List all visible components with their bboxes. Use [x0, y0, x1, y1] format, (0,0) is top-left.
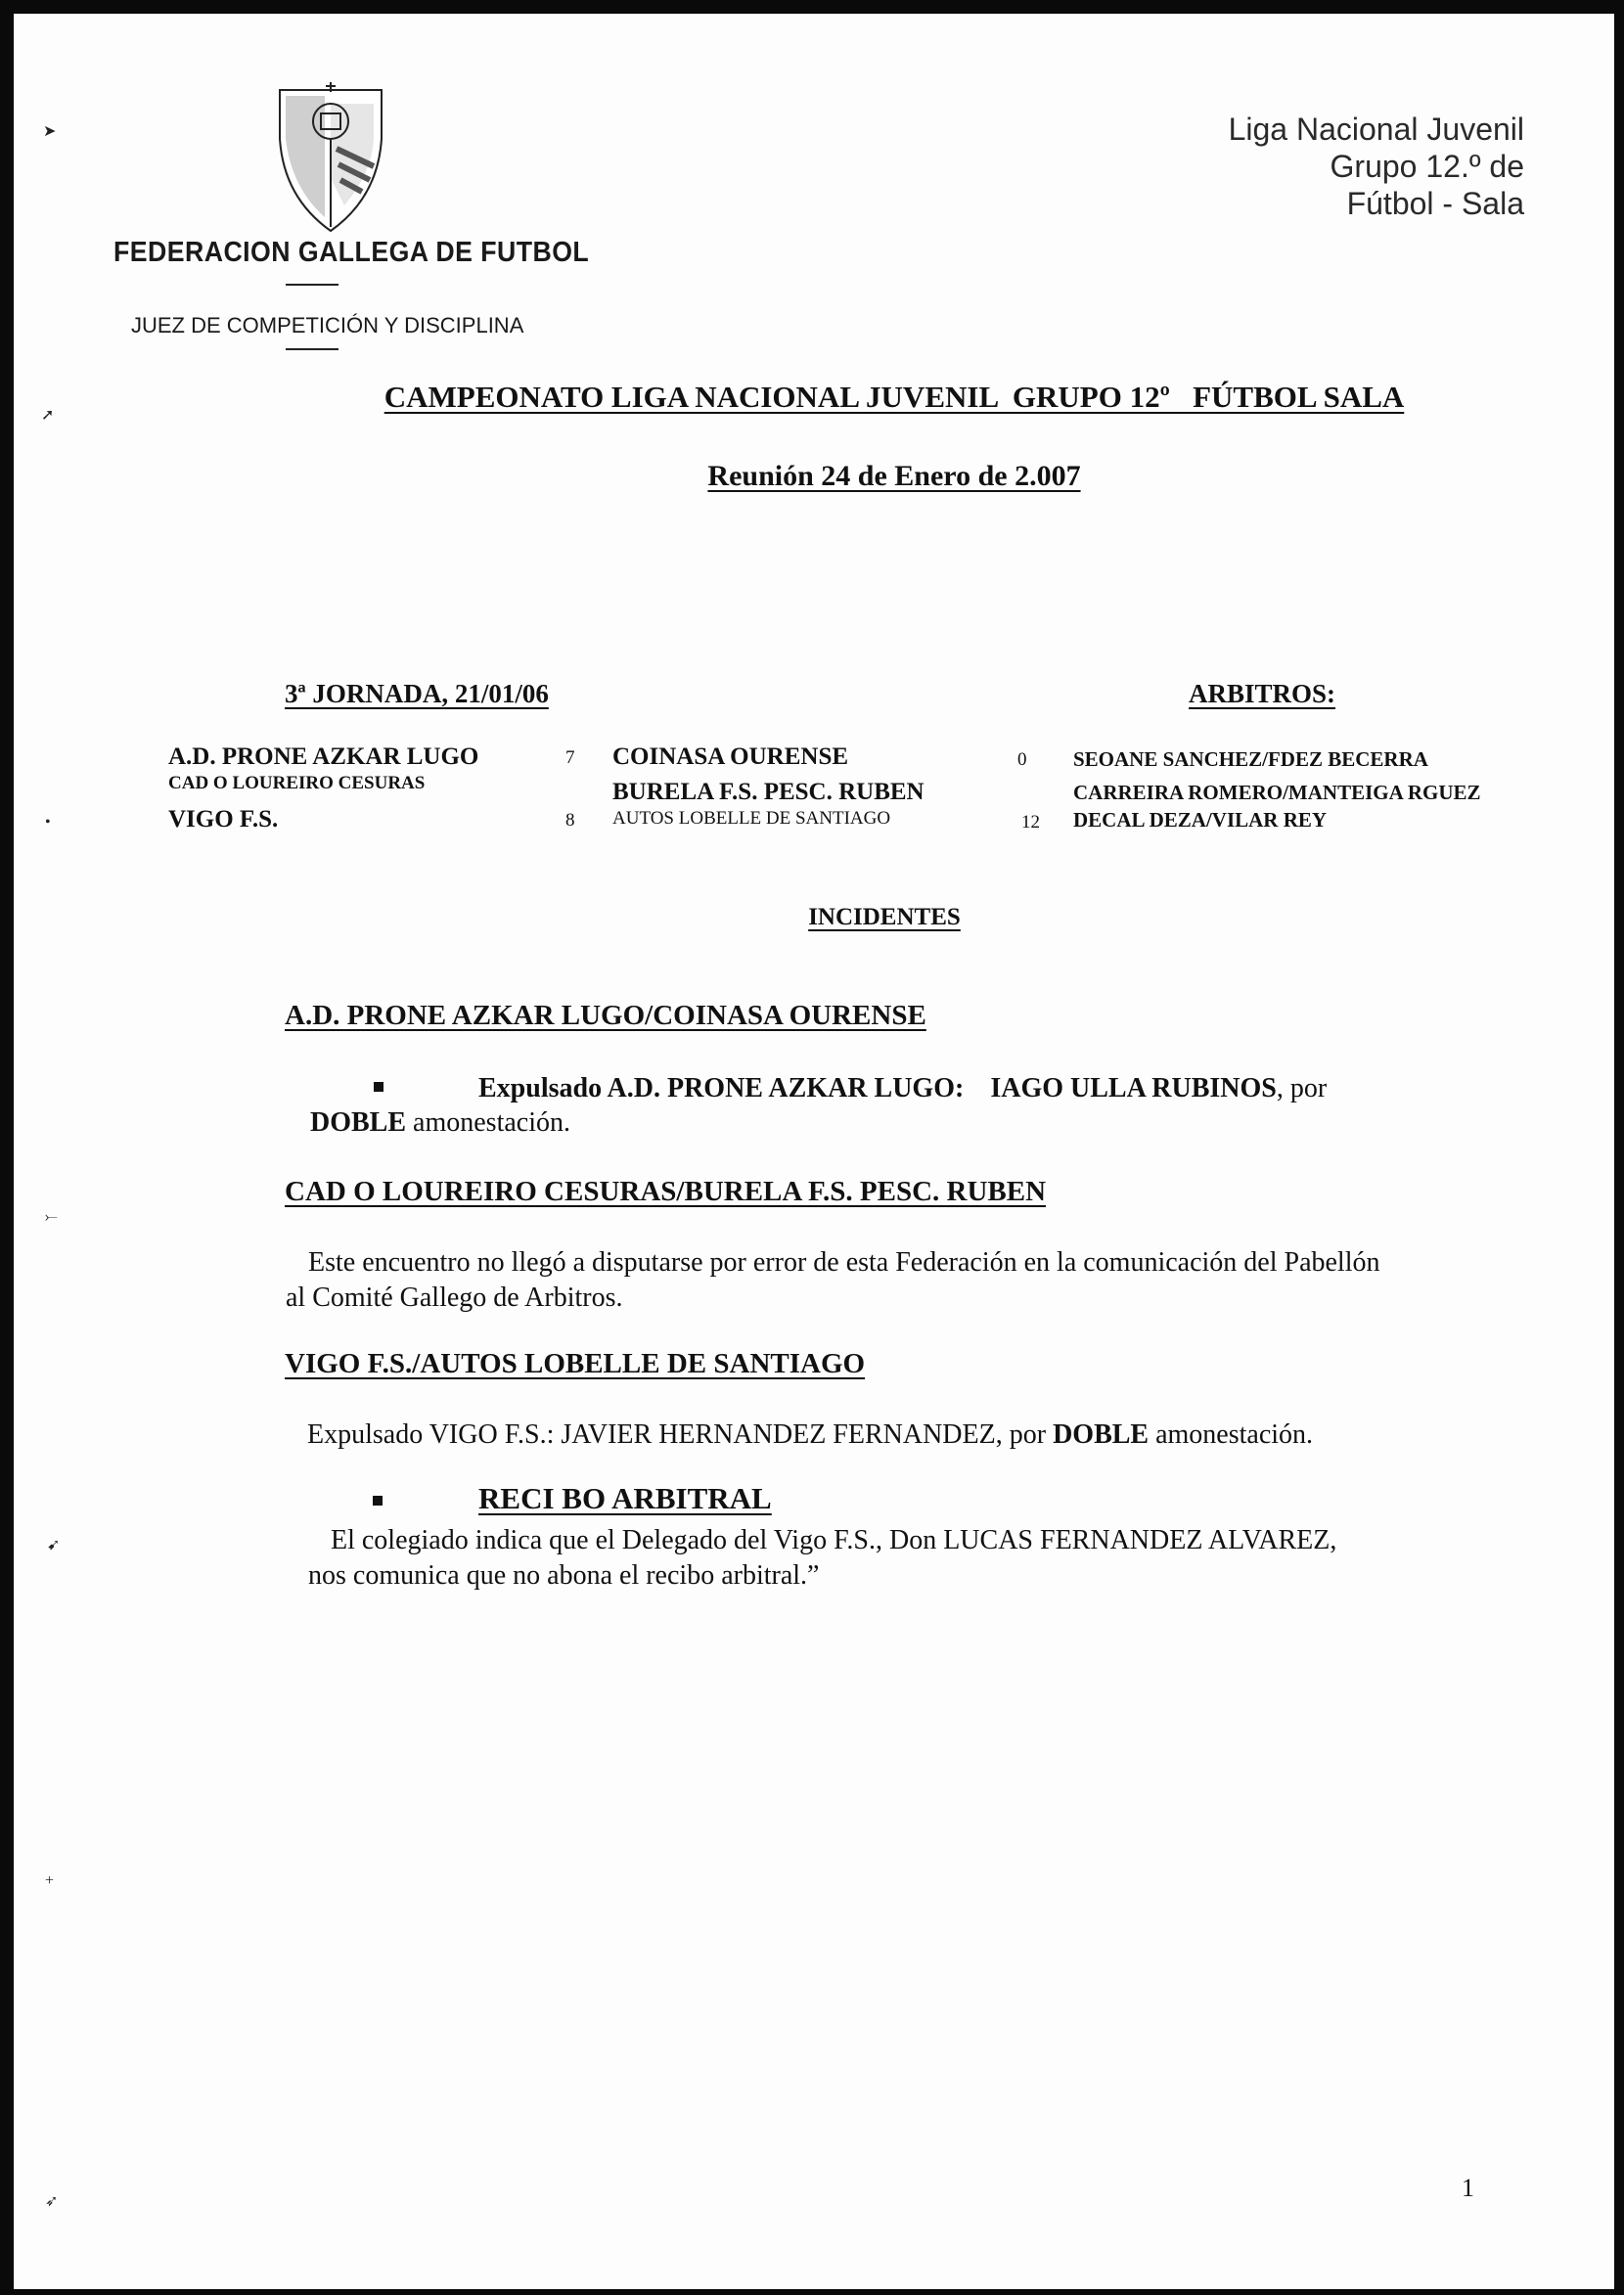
- scan-speck: +: [45, 1872, 55, 1889]
- incident-text: Este encuentro no llegó a disputarse por error de esta Federación en la comunicación del Pabellón: [308, 1247, 1380, 1278]
- incident-text: [307, 1417, 1313, 1453]
- meeting-date: [14, 460, 1614, 493]
- incident-text: [310, 1104, 570, 1141]
- corner-line: Fútbol - Sala: [1346, 186, 1524, 221]
- bullet-icon: [374, 1082, 383, 1092]
- incident-heading: VIGO F.S./AUTOS LOBELLE DE SANTIAGO: [285, 1348, 866, 1379]
- away-score: 12: [1021, 812, 1040, 832]
- scan-speck: ➹: [47, 1537, 61, 1553]
- incident-bold: DOBLE: [310, 1107, 407, 1138]
- incident-bold: DOBLE: [1053, 1419, 1150, 1450]
- page-number: 1: [1462, 2174, 1474, 2202]
- corner-line: Grupo 12.º de: [1330, 149, 1524, 184]
- corner-line: Liga Nacional Juvenil: [1228, 112, 1524, 147]
- incident-text-start: Expulsado VIGO F.S.: JAVIER HERNANDEZ FERNANDEZ, por: [307, 1419, 1054, 1450]
- meeting-date-text: Reunión 24 de Enero de 2.007: [707, 460, 1081, 492]
- away-team: BURELA F.S. PESC. RUBEN: [612, 779, 925, 805]
- referees: DECAL DEZA/VILAR REY: [1073, 808, 1328, 832]
- home-team: VIGO F.S.: [168, 806, 279, 832]
- incident-heading: A.D. PRONE AZKAR LUGO/COINASA OURENSE: [285, 1000, 926, 1031]
- incident-text: [478, 1070, 1496, 1106]
- expelled-player: IAGO ULLA RUBINOS: [990, 1073, 1277, 1103]
- home-team: A.D. PRONE AZKAR LUGO: [168, 743, 479, 770]
- scan-speck: ➚: [41, 407, 55, 424]
- referees: SEOANE SANCHEZ/FDEZ BECERRA: [1073, 747, 1428, 771]
- incidents-heading-text: INCIDENTES: [808, 904, 961, 930]
- document-page: [14, 14, 1614, 2289]
- bullet-icon: [373, 1496, 383, 1506]
- home-score: 8: [565, 810, 575, 831]
- home-score: 7: [565, 747, 575, 768]
- incident-text: al Comité Gallego de Arbitros.: [286, 1282, 623, 1313]
- away-score: 0: [1017, 749, 1027, 770]
- incident-text-tail: amonestación.: [406, 1107, 570, 1138]
- incident-text-tail: , por: [1276, 1073, 1328, 1103]
- scan-speck: ➤: [43, 123, 57, 140]
- federation-crest-logo: [276, 80, 385, 237]
- document-title: [14, 380, 1614, 415]
- incident-heading: CAD O LOUREIRO CESURAS/BURELA F.S. PESC. RUBEN: [285, 1176, 1047, 1207]
- referees: CARREIRA ROMERO/MANTEIGA RGUEZ: [1073, 781, 1481, 804]
- referees-heading: ARBITROS:: [1189, 679, 1336, 708]
- incidents-heading: [14, 904, 1614, 931]
- scan-speck: ➶: [45, 2193, 59, 2210]
- expelled-team: Expulsado A.D. PRONE AZKAR LUGO:: [478, 1073, 965, 1103]
- federation-subtitle: JUEZ DE COMPETICIÓN Y DISCIPLINA: [131, 313, 524, 338]
- home-team: CAD O LOUREIRO CESURAS: [168, 773, 426, 793]
- document-title-text: CAMPEONATO LIGA NACIONAL JUVENIL GRUPO 12º FÚTBOL SALA: [383, 380, 1405, 414]
- receipt-text: nos comunica que no abona el recibo arbitral.”: [308, 1560, 820, 1591]
- receipt-text: El colegiado indica que el Delegado del Vigo F.S., Don LUCAS FERNANDEZ ALVAREZ,: [331, 1525, 1337, 1555]
- divider: [286, 348, 338, 350]
- away-team: AUTOS LOBELLE DE SANTIAGO: [612, 808, 891, 829]
- scan-speck: •: [45, 814, 51, 831]
- jornada-heading: 3ª JORNADA, 21/01/06: [285, 679, 549, 708]
- away-team: COINASA OURENSE: [612, 743, 849, 770]
- incident-text-tail: amonestación.: [1149, 1419, 1314, 1450]
- receipt-heading: RECI BO ARBITRAL: [478, 1481, 772, 1515]
- divider: [286, 284, 338, 286]
- federation-name: FEDERACION GALLEGA DE FUTBOL: [113, 237, 590, 268]
- scan-speck: ⤚: [45, 1209, 58, 1226]
